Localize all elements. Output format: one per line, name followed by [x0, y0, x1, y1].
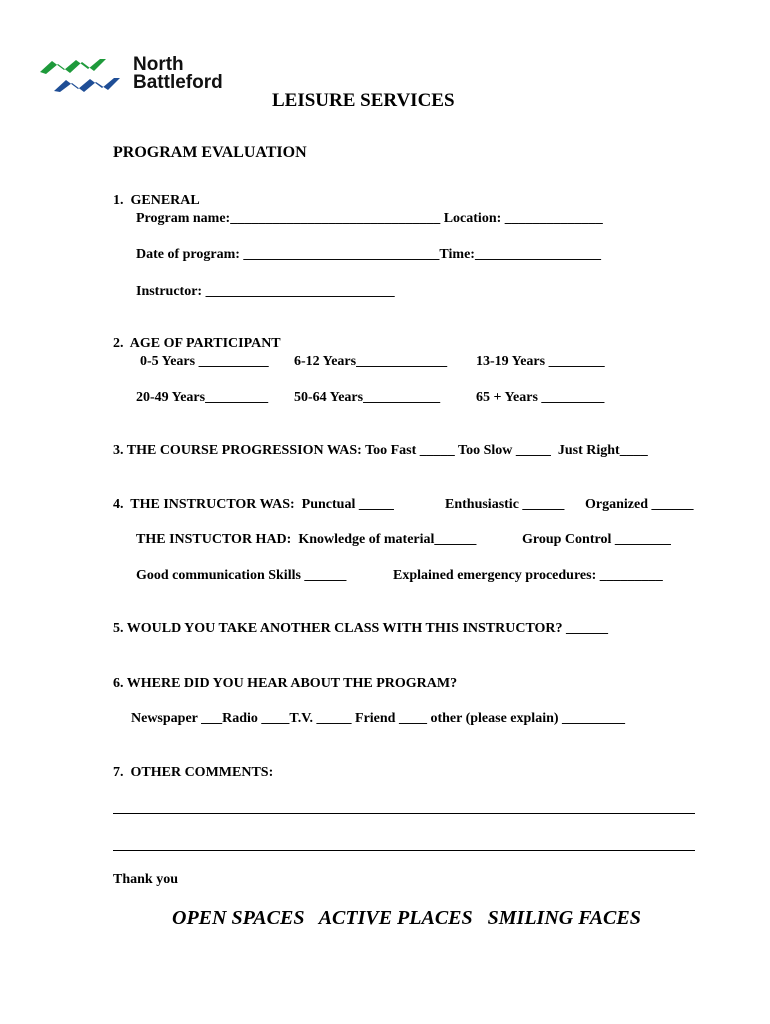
- logo-text-line2: Battleford: [133, 72, 223, 93]
- logo-text: [133, 56, 223, 92]
- logo-blue-wave: [54, 78, 120, 92]
- instructor-organized-field[interactable]: Organized ______: [585, 497, 694, 512]
- age-13-19-field[interactable]: 13-19 Years ________: [476, 354, 605, 369]
- date-time-field[interactable]: Date of program: ____________________________Time:__________________: [136, 247, 601, 262]
- logo-text-line1: North: [133, 54, 184, 75]
- comments-line-1[interactable]: [113, 813, 695, 814]
- age-0-5-field[interactable]: 0-5 Years __________: [140, 354, 269, 369]
- comments-line-2[interactable]: [113, 850, 695, 851]
- section-general-heading: 1. GENERAL: [113, 193, 200, 208]
- age-6-12-field[interactable]: 6-12 Years_____________: [294, 354, 448, 369]
- course-progression-question[interactable]: 3. THE COURSE PROGRESSION WAS: Too Fast _____ Too Slow _____ Just Right____: [113, 443, 648, 458]
- instructor-group-control-field[interactable]: Group Control ________: [522, 532, 671, 547]
- heard-options-field[interactable]: Newspaper ___Radio ____T.V. _____ Friend ____ other (please explain) _________: [131, 711, 626, 726]
- logo-wave-icon: [40, 58, 126, 92]
- form-subtitle: PROGRAM EVALUATION: [113, 144, 307, 161]
- another-class-question[interactable]: 5. WOULD YOU TAKE ANOTHER CLASS WITH THIS INSTRUCTOR? ______: [113, 621, 609, 636]
- instructor-enthusiastic-field[interactable]: Enthusiastic ______: [445, 497, 565, 512]
- instructor-punctual-field[interactable]: 4. THE INSTRUCTOR WAS: Punctual _____: [113, 497, 394, 512]
- instructor-knowledge-field[interactable]: THE INSTUCTOR HAD: Knowledge of material______: [136, 532, 477, 547]
- page-title: LEISURE SERVICES: [272, 90, 455, 111]
- instructor-emergency-field[interactable]: Explained emergency procedures: _________: [393, 568, 663, 583]
- instructor-communication-field[interactable]: Good communication Skills ______: [136, 568, 347, 583]
- age-50-64-field[interactable]: 50-64 Years___________: [294, 390, 441, 405]
- section-comments-heading: 7. OTHER COMMENTS:: [113, 765, 274, 780]
- instructor-field[interactable]: Instructor: ___________________________: [136, 284, 395, 299]
- logo-green-wave: [40, 59, 106, 74]
- motto-text: OPEN SPACES ACTIVE PLACES SMILING FACES: [172, 907, 641, 929]
- section-heard-heading: 6. WHERE DID YOU HEAR ABOUT THE PROGRAM?: [113, 676, 458, 691]
- age-65-plus-field[interactable]: 65 + Years _________: [476, 390, 605, 405]
- north-battleford-logo: [40, 54, 240, 102]
- program-name-location-field[interactable]: Program name:______________________________ Location: ______________: [136, 211, 603, 226]
- age-20-49-field[interactable]: 20-49 Years_________: [136, 390, 269, 405]
- thank-you-text: Thank you: [113, 872, 178, 887]
- section-age-heading: 2. AGE OF PARTICIPANT: [113, 336, 281, 351]
